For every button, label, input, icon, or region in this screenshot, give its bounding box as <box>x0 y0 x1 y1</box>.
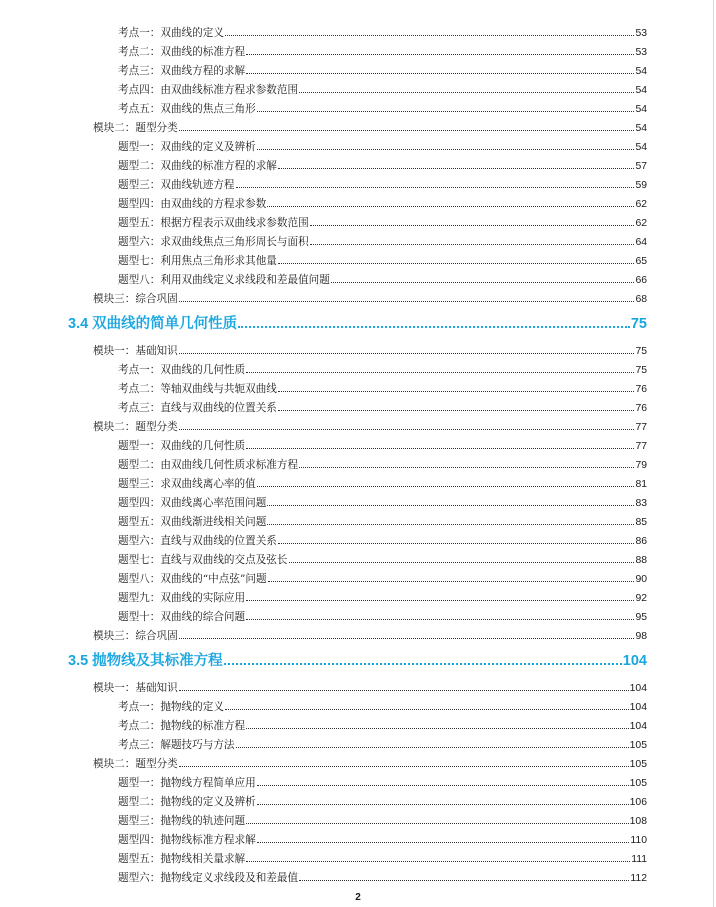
toc-entry[interactable] <box>118 382 647 396</box>
dot-leader <box>278 168 635 169</box>
dot-leader <box>267 505 634 506</box>
toc-entry-title: 题型十：双曲线的综合问题 <box>118 611 246 623</box>
toc-entry[interactable] <box>118 64 647 78</box>
toc-entry[interactable] <box>118 102 647 116</box>
toc-entry[interactable] <box>118 719 647 733</box>
toc-entry-title: 考点三：直线与双曲线的位置关系 <box>118 402 277 414</box>
toc-entry-title: 考点三：双曲线方程的求解 <box>118 65 246 77</box>
toc-entry[interactable] <box>118 363 647 377</box>
toc-entry-title: 题型一：双曲线的定义及辨析 <box>118 141 256 153</box>
toc-entry[interactable] <box>93 292 647 306</box>
toc-entry-page: 77 <box>635 422 647 433</box>
toc-entry[interactable] <box>93 344 647 358</box>
toc-entry[interactable] <box>118 45 647 59</box>
toc-entry-title: 题型一：抛物线方程简单应用 <box>118 777 256 789</box>
dot-leader <box>246 600 634 601</box>
toc-entry[interactable] <box>118 572 647 586</box>
toc-entry[interactable] <box>93 757 647 771</box>
toc-entry-page: 54 <box>635 85 647 96</box>
dot-leader <box>278 391 635 392</box>
dot-leader <box>268 581 635 582</box>
toc-entry[interactable] <box>118 83 647 97</box>
dot-leader <box>179 130 635 131</box>
dot-leader <box>257 111 635 112</box>
toc-entry-title: 考点一：抛物线的定义 <box>118 701 224 713</box>
toc-entry[interactable] <box>118 140 647 154</box>
toc-entry-page: 98 <box>635 631 647 642</box>
toc-entry-page: 105 <box>629 740 647 751</box>
dot-leader <box>246 73 634 74</box>
toc-entry[interactable] <box>118 553 647 567</box>
dot-leader <box>257 785 629 786</box>
toc-entry-title: 3.4 双曲线的简单几何性质 <box>68 316 238 332</box>
dot-leader <box>267 206 634 207</box>
toc-entry[interactable] <box>118 534 647 548</box>
toc-entry-title: 题型二：抛物线的定义及辨析 <box>118 796 256 808</box>
toc-entry-title: 题型三：求双曲线离心率的值 <box>118 478 256 490</box>
toc-entry-title: 题型四：由双曲线的方程求参数 <box>118 198 267 210</box>
dot-leader <box>179 638 635 639</box>
toc-entry-title: 题型三：双曲线轨迹方程 <box>118 179 235 191</box>
toc-entry[interactable] <box>118 159 647 173</box>
toc-entry-page: 83 <box>635 498 647 509</box>
dot-leader <box>310 225 635 226</box>
dot-leader <box>331 282 635 283</box>
toc-entry[interactable] <box>118 458 647 472</box>
dot-leader <box>179 766 629 767</box>
toc-entry-page: 90 <box>635 574 647 585</box>
dot-leader <box>246 728 629 729</box>
toc-entry-title: 考点二：抛物线的标准方程 <box>118 720 246 732</box>
dot-leader <box>238 326 630 328</box>
dot-leader <box>246 861 630 862</box>
toc-entry-page: 95 <box>635 612 647 623</box>
toc-entry[interactable] <box>118 477 647 491</box>
toc-entry[interactable] <box>93 629 647 643</box>
toc-entry-title: 考点二：等轴双曲线与共轭双曲线 <box>118 383 277 395</box>
toc-entry-title: 题型八：利用双曲线定义求线段和差最值问题 <box>118 274 330 286</box>
toc-entry-page: 88 <box>635 555 647 566</box>
toc-entry-title: 模块二：题型分类 <box>93 421 178 433</box>
toc-entry[interactable] <box>118 833 647 847</box>
toc-entry-title: 题型四：双曲线离心率范围问题 <box>118 497 267 509</box>
dot-leader <box>299 880 629 881</box>
toc-entry-title: 模块二：题型分类 <box>93 122 178 134</box>
toc-entry[interactable] <box>118 197 647 211</box>
toc-entry-page: 54 <box>635 66 647 77</box>
toc-entry-title: 题型三：抛物线的轨迹问题 <box>118 815 246 827</box>
toc-entry[interactable] <box>118 401 647 415</box>
toc-section-heading[interactable] <box>68 315 647 333</box>
toc-entry-page: 75 <box>635 346 647 357</box>
toc-entry[interactable] <box>118 776 647 790</box>
dot-leader <box>278 263 635 264</box>
toc-entry-page: 105 <box>629 778 647 789</box>
dot-leader <box>246 54 634 55</box>
dot-leader <box>225 35 635 36</box>
toc-entry-title: 考点四：由双曲线标准方程求参数范围 <box>118 84 299 96</box>
toc-entry-title: 3.5 抛物线及其标准方程 <box>68 653 223 669</box>
dot-leader <box>267 524 634 525</box>
toc-entry-page: 79 <box>635 460 647 471</box>
toc-entry-page: 108 <box>629 816 647 827</box>
dot-leader <box>179 353 635 354</box>
toc-entry-title: 题型九：双曲线的实际应用 <box>118 592 246 604</box>
dot-leader <box>278 410 635 411</box>
page-edge-line <box>713 0 714 907</box>
toc-entry-title: 模块一：基础知识 <box>93 682 178 694</box>
toc-entry[interactable] <box>118 515 647 529</box>
dot-leader <box>225 709 629 710</box>
dot-leader <box>179 301 635 302</box>
toc-entry[interactable] <box>118 795 647 809</box>
toc-entry-title: 考点一：双曲线的定义 <box>118 27 224 39</box>
toc-entry-page: 62 <box>635 218 647 229</box>
toc-entry-page: 53 <box>635 28 647 39</box>
toc-entry[interactable] <box>93 681 647 695</box>
toc-entry[interactable] <box>118 610 647 624</box>
dot-leader <box>278 543 635 544</box>
toc-entry-page: 104 <box>629 721 647 732</box>
toc-entry-title: 题型六：抛物线定义求线段及和差最值 <box>118 872 299 884</box>
toc-entry-page: 106 <box>629 797 647 808</box>
toc-entry-page: 110 <box>630 835 647 846</box>
toc-entry[interactable] <box>118 26 647 40</box>
toc-entry-page: 68 <box>635 294 647 305</box>
toc-entry-title: 考点二：双曲线的标准方程 <box>118 46 246 58</box>
toc-entry-title: 题型七：利用焦点三角形求其他量 <box>118 255 277 267</box>
toc-entry-title: 题型六：求双曲线焦点三角形周长与面积 <box>118 236 309 248</box>
toc-entry-title: 题型二：由双曲线几何性质求标准方程 <box>118 459 299 471</box>
dot-leader <box>246 619 634 620</box>
toc-entry[interactable] <box>118 591 647 605</box>
toc-entry[interactable] <box>118 273 647 287</box>
toc-entry[interactable] <box>118 700 647 714</box>
toc-entry-title: 题型五：双曲线渐进线相关问题 <box>118 516 267 528</box>
toc-entry-page: 76 <box>635 403 647 414</box>
toc-entry-page: 54 <box>635 104 647 115</box>
toc-entry-title: 模块二：题型分类 <box>93 758 178 770</box>
dot-leader <box>257 486 635 487</box>
dot-leader <box>246 372 634 373</box>
dot-leader <box>257 842 630 843</box>
dot-leader <box>246 448 634 449</box>
toc-entry-page: 66 <box>635 275 647 286</box>
toc-entry[interactable] <box>118 738 647 752</box>
toc-entry-title: 模块一：基础知识 <box>93 345 178 357</box>
toc-section-heading[interactable] <box>68 652 647 670</box>
toc-entry[interactable] <box>118 871 647 885</box>
toc-entry[interactable] <box>118 235 647 249</box>
toc-entry-page: 112 <box>630 873 647 884</box>
page-number: 2 <box>355 892 361 903</box>
toc-entry[interactable] <box>118 254 647 268</box>
dot-leader <box>257 149 635 150</box>
toc-entry-title: 题型八：双曲线的“中点弦”问题 <box>118 573 267 585</box>
toc-entry-title: 题型二：双曲线的标准方程的求解 <box>118 160 277 172</box>
toc-entry-title: 题型五：抛物线相关量求解 <box>118 853 246 865</box>
dot-leader <box>236 747 629 748</box>
toc-entry-page: 59 <box>635 180 647 191</box>
toc-entry-page: 76 <box>635 384 647 395</box>
toc-entry-page: 75 <box>635 365 647 376</box>
dot-leader <box>224 663 622 665</box>
dot-leader <box>310 244 635 245</box>
toc-entry-page: 57 <box>635 161 647 172</box>
toc-entry-page: 53 <box>635 47 647 58</box>
toc-entry-page: 62 <box>635 199 647 210</box>
dot-leader <box>246 823 629 824</box>
dot-leader <box>299 467 634 468</box>
toc-entry-title: 题型四：抛物线标准方程求解 <box>118 834 256 846</box>
toc-entry[interactable] <box>118 814 647 828</box>
toc-entry-page: 111 <box>631 854 647 865</box>
toc-entry-page: 64 <box>635 237 647 248</box>
toc-entry-title: 考点一：双曲线的几何性质 <box>118 364 246 376</box>
toc-entry-page: 54 <box>635 123 647 134</box>
toc-entry-page: 75 <box>630 316 647 332</box>
toc-entry[interactable] <box>118 439 647 453</box>
dot-leader <box>257 804 629 805</box>
toc-entry-page: 81 <box>635 479 647 490</box>
toc-entry-title: 模块三：综合巩固 <box>93 293 178 305</box>
dot-leader <box>179 690 629 691</box>
toc-entry-title: 考点三：解题技巧与方法 <box>118 739 235 751</box>
toc-entry-title: 题型一：双曲线的几何性质 <box>118 440 246 452</box>
toc-entry-title: 题型五：根据方程表示双曲线求参数范围 <box>118 217 309 229</box>
toc-entry[interactable] <box>93 121 647 135</box>
toc-entry-page: 54 <box>635 142 647 153</box>
dot-leader <box>289 562 635 563</box>
toc-entry[interactable] <box>118 216 647 230</box>
toc-entry[interactable] <box>118 852 647 866</box>
toc-entry-title: 题型七：直线与双曲线的交点及弦长 <box>118 554 288 566</box>
toc-entry-page: 104 <box>622 653 647 669</box>
toc-entry-page: 92 <box>635 593 647 604</box>
dot-leader <box>179 429 635 430</box>
toc-entry-page: 86 <box>635 536 647 547</box>
toc-entry-page: 65 <box>635 256 647 267</box>
toc-entry-page: 85 <box>635 517 647 528</box>
dot-leader <box>236 187 635 188</box>
toc-entry-page: 104 <box>629 683 647 694</box>
toc-entry-title: 题型六：直线与双曲线的位置关系 <box>118 535 277 547</box>
toc-entry[interactable] <box>118 178 647 192</box>
toc-entry-title: 考点五：双曲线的焦点三角形 <box>118 103 256 115</box>
toc-entry-page: 105 <box>629 759 647 770</box>
toc-entry[interactable] <box>118 496 647 510</box>
toc-entry-page: 77 <box>635 441 647 452</box>
toc-entry[interactable] <box>93 420 647 434</box>
dot-leader <box>299 92 634 93</box>
toc-entry-page: 104 <box>629 702 647 713</box>
toc-entry-title: 模块三：综合巩固 <box>93 630 178 642</box>
